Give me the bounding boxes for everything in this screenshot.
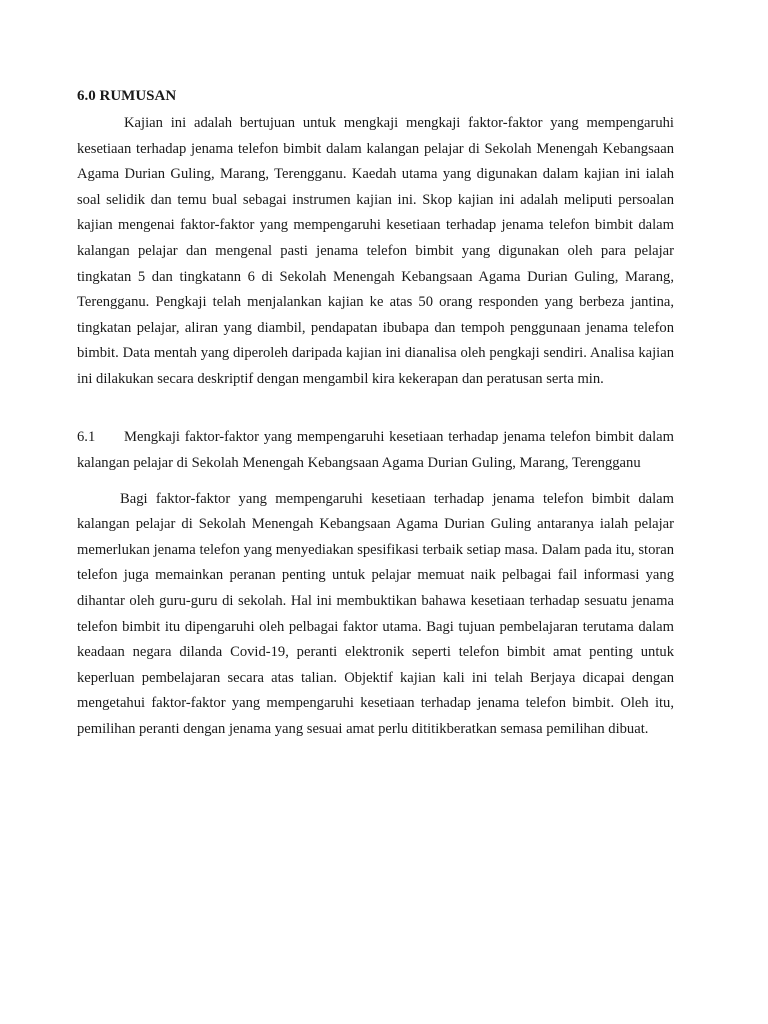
conclusion-paragraph: Kajian ini adalah bertujuan untuk mengkaji mengkaji faktor-faktor yang mempengaruhi kesetiaan terhadap jenama telefon bimbit dalam kalangan pelajar di Sekolah Menengah Kebangsaan Agama Durian Guling, Marang, Terengganu. Kaedah utama yang digunakan dalam kajian ini ialah soal selidik dan temu bual sebagai instrumen kajian ini. Skop kajian ini adalah meliputi persoalan kajian mengenai faktor-faktor yang mempengaruhi kesetiaan terhadap jenama telefon bimbit dalam kalangan pelajar dan mengenal pasti jenama telefon bimbit yang digunakan oleh para pelajar tingkatan 5 dan tingkatann 6 di Sekolah Menengah Kebangsaan Agama Durian Guling, Marang, Terengganu. Pengkaji telah menjalankan kajian ke atas 50 orang responden yang berbeza jantina, tingkatan pelajar, aliran yang diambil, pendapatan ibubapa dan tempoh penggunaan jenama telefon bimbit. Data mentah yang diperoleh daripada kajian ini dianalisa oleh pengkaji sendiri. Analisa kajian ini dilakukan secara deskriptif dengan mengambil kira kekerapan dan peratusan serta min. (77, 115, 674, 387)
subsection-paragraph: Bagi faktor-faktor yang mempengaruhi kesetiaan terhadap jenama telefon bimbit dalam kalangan pelajar di Sekolah Menengah Kebangsaan Agama Durian Guling antaranya ialah pelajar memerlukan jenama telefon yang menyediakan spesifikasi terbaik setiap masa. Dalam pada itu, storan telefon juga memainkan peranan penting untuk pelajar memuat naik pelbagai fail informasi yang dihantar oleh guru-guru di sekolah. Hal ini membuktikan bahawa kesetiaan terhadap sesuatu jenama telefon bimbit itu dipengaruhi oleh pelbagai faktor utama. Bagi tujuan pembelajaran terutama dalam keadaan negara dilanda Covid-19, peranti elektronik seperti telefon bimbit amat penting untuk keperluan pembelajaran secara atas talian. Objektif kajian kali ini telah Berjaya dicapai dengan mengetahui faktor-faktor yang mempengaruhi kesetiaan terhadap jenama telefon bimbit. Oleh itu, pemilihan peranti dengan jenama yang sesuai amat perlu dititikberatkan semasa pemilihan dibuat. (77, 490, 674, 737)
section-heading: 6.0 RUMUSAN (77, 88, 177, 104)
subsection-heading (77, 424, 674, 476)
document-content (77, 84, 674, 742)
subsection-number: 6.1 (77, 428, 96, 445)
subsection-title: Mengkaji faktor-faktor yang mempengaruhi kesetiaan terhadap jenama telefon bimbit dalam kalangan pelajar di Sekolah Menengah Kebangsaan Agama Durian Guling, Marang, Terengganu (77, 428, 674, 471)
